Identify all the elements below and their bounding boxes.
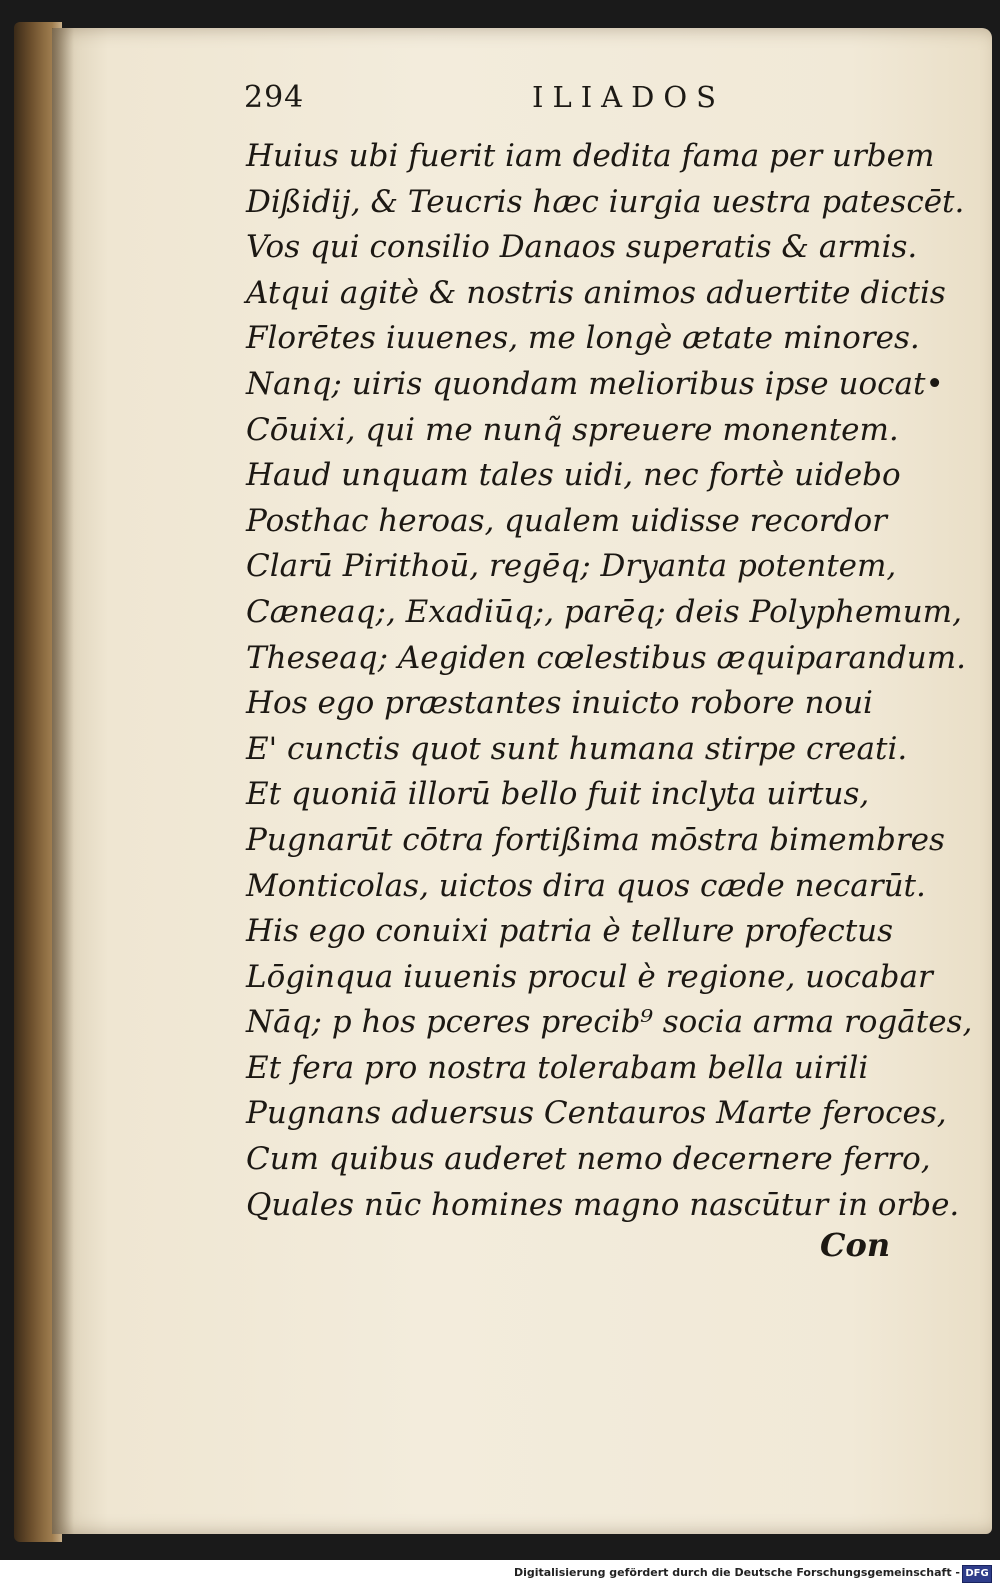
running-head — [244, 80, 744, 120]
verse-line: Nanq; uiris quondam melioribus ipse uocat• — [246, 365, 944, 402]
footer-credit: Digitalisierung gefördert durch die Deutsche Forschungsgemeinschaft - — [513, 1566, 960, 1579]
verse-line: Cōuixi, qui me nunq̃ spreuere monentem. — [246, 411, 899, 448]
verse-line: Pugnarūt cōtra fortißima mōstra bimembres — [246, 821, 945, 858]
dfg-logo: DFG — [962, 1565, 992, 1583]
running-title: ILIADOS — [532, 80, 726, 114]
verse-block — [246, 134, 973, 1228]
verse-line: Et quoniā illorū bello fuit inclyta uirtus, — [246, 776, 870, 813]
verse-line: Haud unquam tales uidi, nec fortè uidebo — [246, 457, 901, 494]
page-number: 294 — [244, 80, 305, 115]
verse-line: Vos qui consilio Danaos superatis & armis. — [246, 229, 918, 266]
spine-shadow — [52, 28, 74, 1534]
verse-line: Atqui agitè & nostris animos aduertite dictis — [246, 274, 946, 311]
verse-line: Dißidij, & Teucris hæc iurgia uestra patescēt. — [246, 183, 965, 220]
verse-line: Cum quibus auderet nemo decernere ferro, — [246, 1141, 931, 1178]
footer-bar — [0, 1560, 1000, 1588]
verse-line: Cæneaq;, Exadiūq;, parēq; deis Polyphemum, — [246, 593, 962, 630]
verse-line: Lōginqua iuuenis procul è regione, uocabar — [246, 958, 933, 995]
verse-line: Theseaq; Aegiden cœlestibus æquiparandum. — [246, 639, 967, 676]
verse-line: Clarū Pirithoū, regēq; Dryanta potentem, — [246, 548, 897, 585]
verse-line: Posthac heroas, qualem uidisse recordor — [246, 502, 887, 539]
verse-line: Florētes iuuenes, me longè ætate minores. — [246, 320, 920, 357]
verse-line: Huius ubi fuerit iam dedita fama per urbem — [246, 138, 935, 174]
verse-line: Nāq; p hos pceres precib⁹ socia arma rogātes, — [246, 1004, 973, 1041]
verse-line: Pugnans aduersus Centauros Marte feroces, — [246, 1095, 947, 1132]
verse-line: Et fera pro nostra tolerabam bella uirili — [246, 1049, 869, 1086]
verse-line: Hos ego præstantes inuicto robore noui — [246, 685, 873, 722]
catchword: Con — [820, 1226, 891, 1264]
verse-line: His ego conuixi patria è tellure profectus — [246, 913, 894, 950]
verse-line: E' cunctis quot sunt humana stirpe creati. — [246, 730, 908, 767]
verse-line: Quales nūc homines magno nascūtur in orbe. — [246, 1186, 960, 1223]
verse-line: Monticolas, uictos dira quos cæde necarūt. — [246, 867, 926, 904]
